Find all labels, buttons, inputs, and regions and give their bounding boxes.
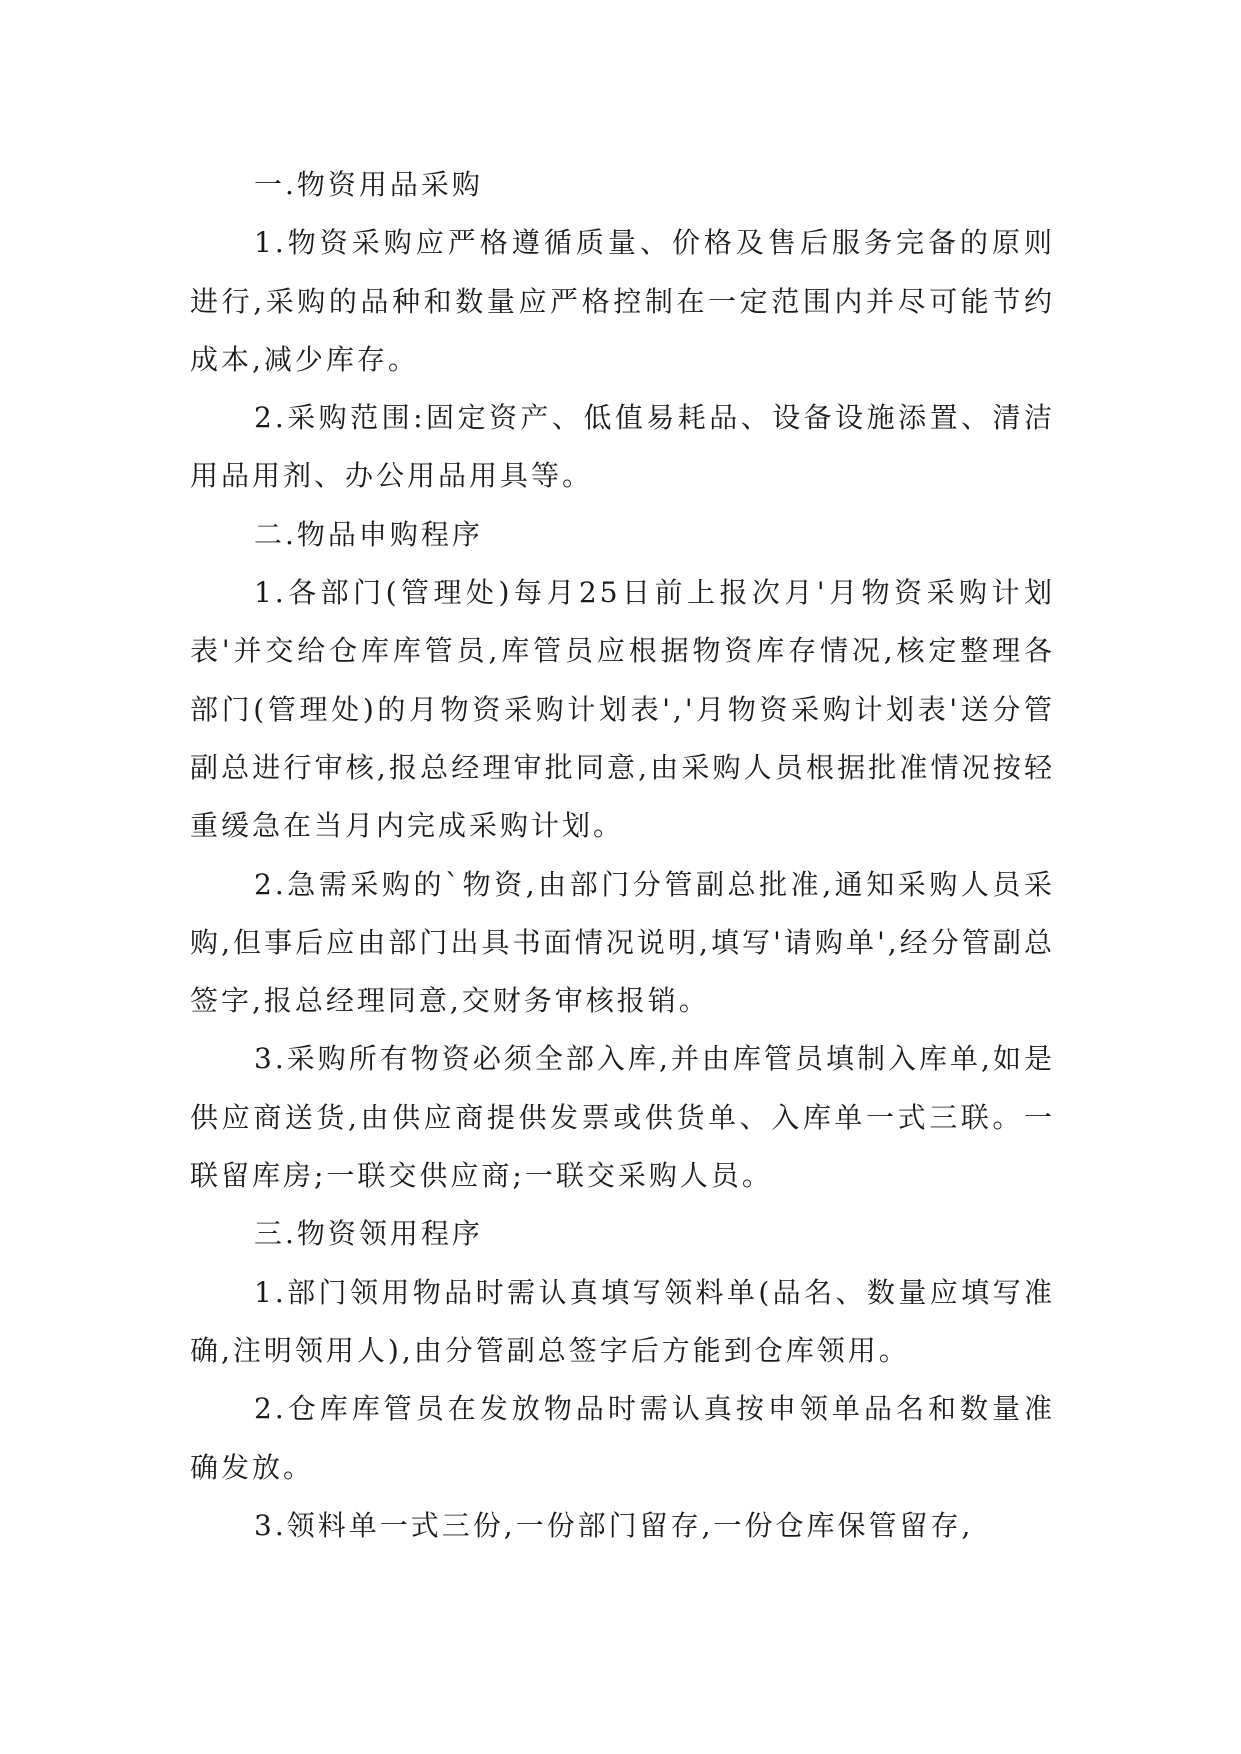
paragraph-requisition-form: 1.部门领用物品时需认真填写领料单(品名、数量应填写准确,注明领用人),由分管副总签字后方能到仓库领用。 <box>190 1275 1055 1367</box>
section-heading-requisition: 三.物资领用程序 <box>254 1217 483 1251</box>
paragraph-copies: 3.领料单一式三份,一份部门留存,一份仓库保管留存, <box>254 1508 974 1542</box>
section-heading-purchase: 一.物资用品采购 <box>254 168 483 201</box>
paragraph-monthly-plan: 1.各部门(管理处)每月25日前上报次月'月物资采购计划表'并交给仓库库管员,库管员应根据物资库存情况,核定整理各部门(管理处)的月物资采购计划表','月物资采购计划表'送分管副总进行审核,报总经理审批同意,由采购人员根据批准情况按轻重缓急在当月内完成采购计划。 <box>190 576 1055 843</box>
paragraph-issuing: 2.仓库库管员在发放物品时需认真按申领单品名和数量准确发放。 <box>190 1392 1055 1484</box>
paragraph-urgent-purchase: 2.急需采购的`物资,由部门分管副总批准,通知采购人员采购,但事后应由部门出具书面情况说明,填写'请购单',经分管副总签字,报总经理同意,交财务审核报销。 <box>190 867 1055 1018</box>
document-body <box>190 156 1055 1555</box>
paragraph-purchase-scope: 2.采购范围:固定资产、低值易耗品、设备设施添置、清洁用品用剂、办公用品用具等。 <box>190 401 1055 493</box>
paragraph-purchase-principle: 1.物资采购应严格遵循质量、价格及售后服务完备的原则进行,采购的品种和数量应严格控制在一定范围内并尽可能节约成本,减少库存。 <box>190 226 1055 376</box>
section-heading-request: 二.物品申购程序 <box>254 517 483 551</box>
paragraph-warehousing: 3.采购所有物资必须全部入库,并由库管员填制入库单,如是供应商送货,由供应商提供发票或供货单、入库单一式三联。一联留库房;一联交供应商;一联交采购人员。 <box>190 1042 1055 1193</box>
